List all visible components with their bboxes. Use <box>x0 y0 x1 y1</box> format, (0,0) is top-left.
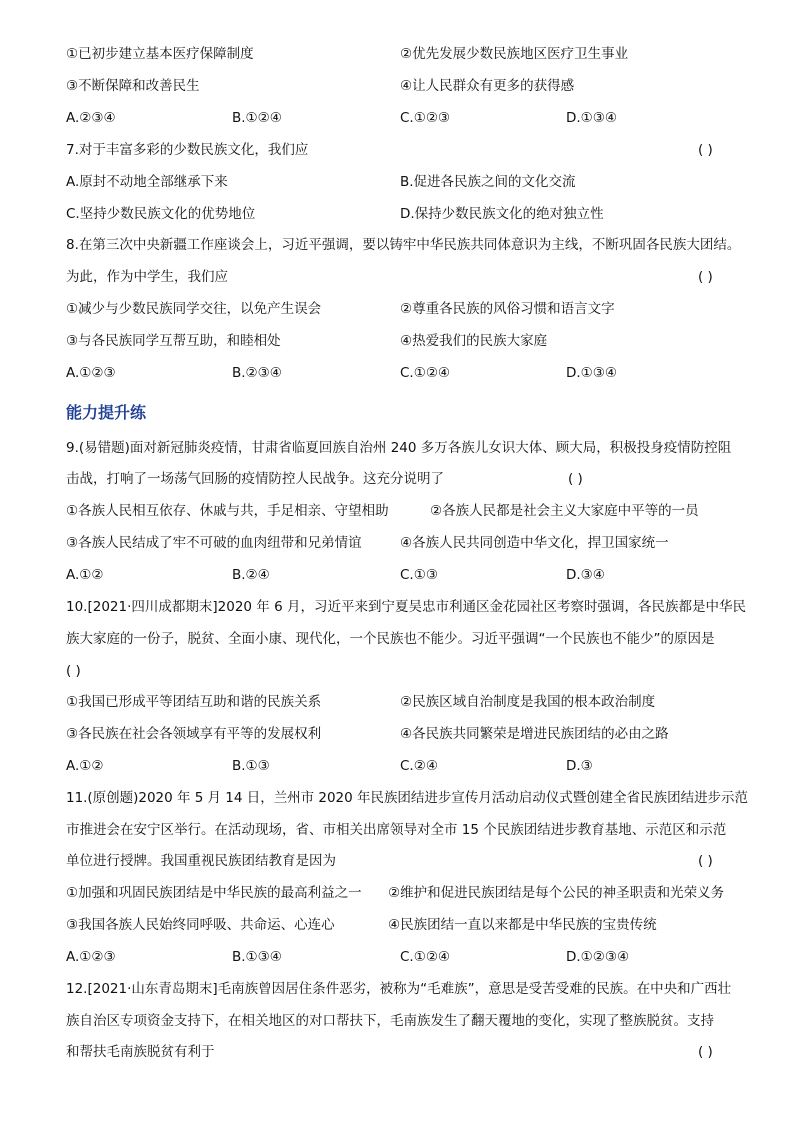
option-b: B.①②④ <box>232 110 282 126</box>
option-c: C.①③ <box>400 567 438 583</box>
question-12-line-3: 和帮扶毛南族脱贫有利于 <box>66 1044 215 1060</box>
option-b: B.①③④ <box>232 949 282 965</box>
question-11-line-1: 11.(原创题)2020 年 5 月 14 日，兰州市 2020 年民族团结进步宣传月活动启动仪式暨创建全省民族团结进步示范 <box>66 790 749 806</box>
option-b: B.②④ <box>232 567 270 583</box>
answer-bracket: ( ) <box>66 663 81 679</box>
statement-3: ③不断保障和改善民生 <box>66 78 200 94</box>
option-d: D.①②③④ <box>566 949 630 965</box>
option-c: C.①②④ <box>400 949 451 965</box>
statement-1: ①已初步建立基本医疗保障制度 <box>66 46 254 62</box>
statement-3: ③各民族在社会各领域享有平等的发展权利 <box>66 726 322 742</box>
question-12-line-1: 12.[2021·山东青岛期末]毛南族曾因居住条件恶劣，被称为“毛难族”，意思是受苦受难的民族。在中央和广西壮 <box>66 981 732 997</box>
choice-b: B.促进各民族之间的文化交流 <box>400 174 576 190</box>
statement-4: ④各民族共同繁荣是增进民族团结的必由之路 <box>400 726 669 742</box>
option-b: B.①③ <box>232 758 270 774</box>
question-8-line-1: 8.在第三次中央新疆工作座谈会上，习近平强调，要以铸牢中华民族共同体意识为主线，不断巩固各民族大团结。 <box>66 237 741 253</box>
option-a: A.②③④ <box>66 110 116 126</box>
option-d: D.①③④ <box>566 365 617 381</box>
question-8-line-2: 为此，作为中学生，我们应 <box>66 269 228 285</box>
question-9-line-2: 击战，打响了一场荡气回肠的疫情防控人民战争。这充分说明了 <box>66 471 444 487</box>
option-c: C.①②④ <box>400 365 451 381</box>
option-a: A.①②③ <box>66 949 116 965</box>
statement-1: ①减少与少数民族同学交往，以免产生误会 <box>66 301 322 317</box>
statement-3: ③与各民族同学互帮互助，和睦相处 <box>66 333 281 349</box>
choice-d: D.保持少数民族文化的绝对独立性 <box>400 206 604 222</box>
option-b: B.②③④ <box>232 365 282 381</box>
answer-bracket: ( ) <box>568 471 583 487</box>
question-11-line-2: 市推进会在安宁区举行。在活动现场，省、市相关出席领导对全市 15 个民族团结进步教育基地、示范区和示范 <box>66 822 727 838</box>
option-a: A.①②③ <box>66 365 116 381</box>
statement-2: ②维护和促进民族团结是每个公民的神圣职责和光荣义务 <box>388 885 725 901</box>
section-heading: 能力提升练 <box>66 403 147 422</box>
statement-1: ①加强和巩固民族团结是中华民族的最高利益之一 <box>66 885 362 901</box>
option-c: C.①②③ <box>400 110 451 126</box>
statement-4: ④民族团结一直以来都是中华民族的宝贵传统 <box>388 917 657 933</box>
statement-1: ①我国已形成平等团结互助和谐的民族关系 <box>66 694 322 710</box>
option-a: A.①② <box>66 758 104 774</box>
choice-c: C.坚持少数民族文化的优势地位 <box>66 206 256 222</box>
statement-4: ④各族人民共同创造中华文化，捍卫国家统一 <box>400 535 669 551</box>
option-d: D.①③④ <box>566 110 617 126</box>
statement-2: ②优先发展少数民族地区医疗卫生事业 <box>400 46 629 62</box>
statement-3: ③我国各族人民始终同呼吸、共命运、心连心 <box>66 917 335 933</box>
statement-4: ④让人民群众有更多的获得感 <box>400 78 575 94</box>
option-d: D.③ <box>566 758 593 774</box>
question-7-stem: 7.对于丰富多彩的少数民族文化，我们应 <box>66 142 309 158</box>
answer-bracket: ( ) <box>698 269 713 285</box>
statement-2: ②民族区域自治制度是我国的根本政治制度 <box>400 694 656 710</box>
question-10-line-1: 10.[2021·四川成都期末]2020 年 6 月，习近平来到宁夏吴忠市利通区金花园社区考察时强调，各民族都是中华民 <box>66 599 746 615</box>
answer-bracket: ( ) <box>698 853 713 869</box>
option-c: C.②④ <box>400 758 438 774</box>
answer-bracket: ( ) <box>698 1044 713 1060</box>
option-a: A.①② <box>66 567 104 583</box>
question-12-line-2: 族自治区专项资金支持下，在相关地区的对口帮扶下，毛南族发生了翻天覆地的变化，实现了整族脱贫。支持 <box>66 1013 714 1029</box>
question-9-line-1: 9.(易错题)面对新冠肺炎疫情，甘肃省临夏回族自治州 240 多万各族儿女识大体、顾大局，积极投身疫情防控阻 <box>66 440 732 456</box>
statement-2: ②尊重各民族的风俗习惯和语言文字 <box>400 301 615 317</box>
statement-4: ④热爱我们的民族大家庭 <box>400 333 548 349</box>
question-11-line-3: 单位进行授牌。我国重视民族团结教育是因为 <box>66 853 336 869</box>
statement-3: ③各族人民结成了牢不可破的血肉纽带和兄弟情谊 <box>66 535 362 551</box>
statement-2: ②各族人民都是社会主义大家庭中平等的一员 <box>430 503 699 519</box>
question-10-line-2: 族大家庭的一份子，脱贫、全面小康、现代化，一个民族也不能少。习近平强调“一个民族也不能少”的原因是 <box>66 631 715 647</box>
option-d: D.③④ <box>566 567 605 583</box>
choice-a: A.原封不动地全部继承下来 <box>66 174 228 190</box>
answer-bracket: ( ) <box>698 142 713 158</box>
statement-1: ①各族人民相互依存、休戚与共，手足相亲、守望相助 <box>66 503 389 519</box>
